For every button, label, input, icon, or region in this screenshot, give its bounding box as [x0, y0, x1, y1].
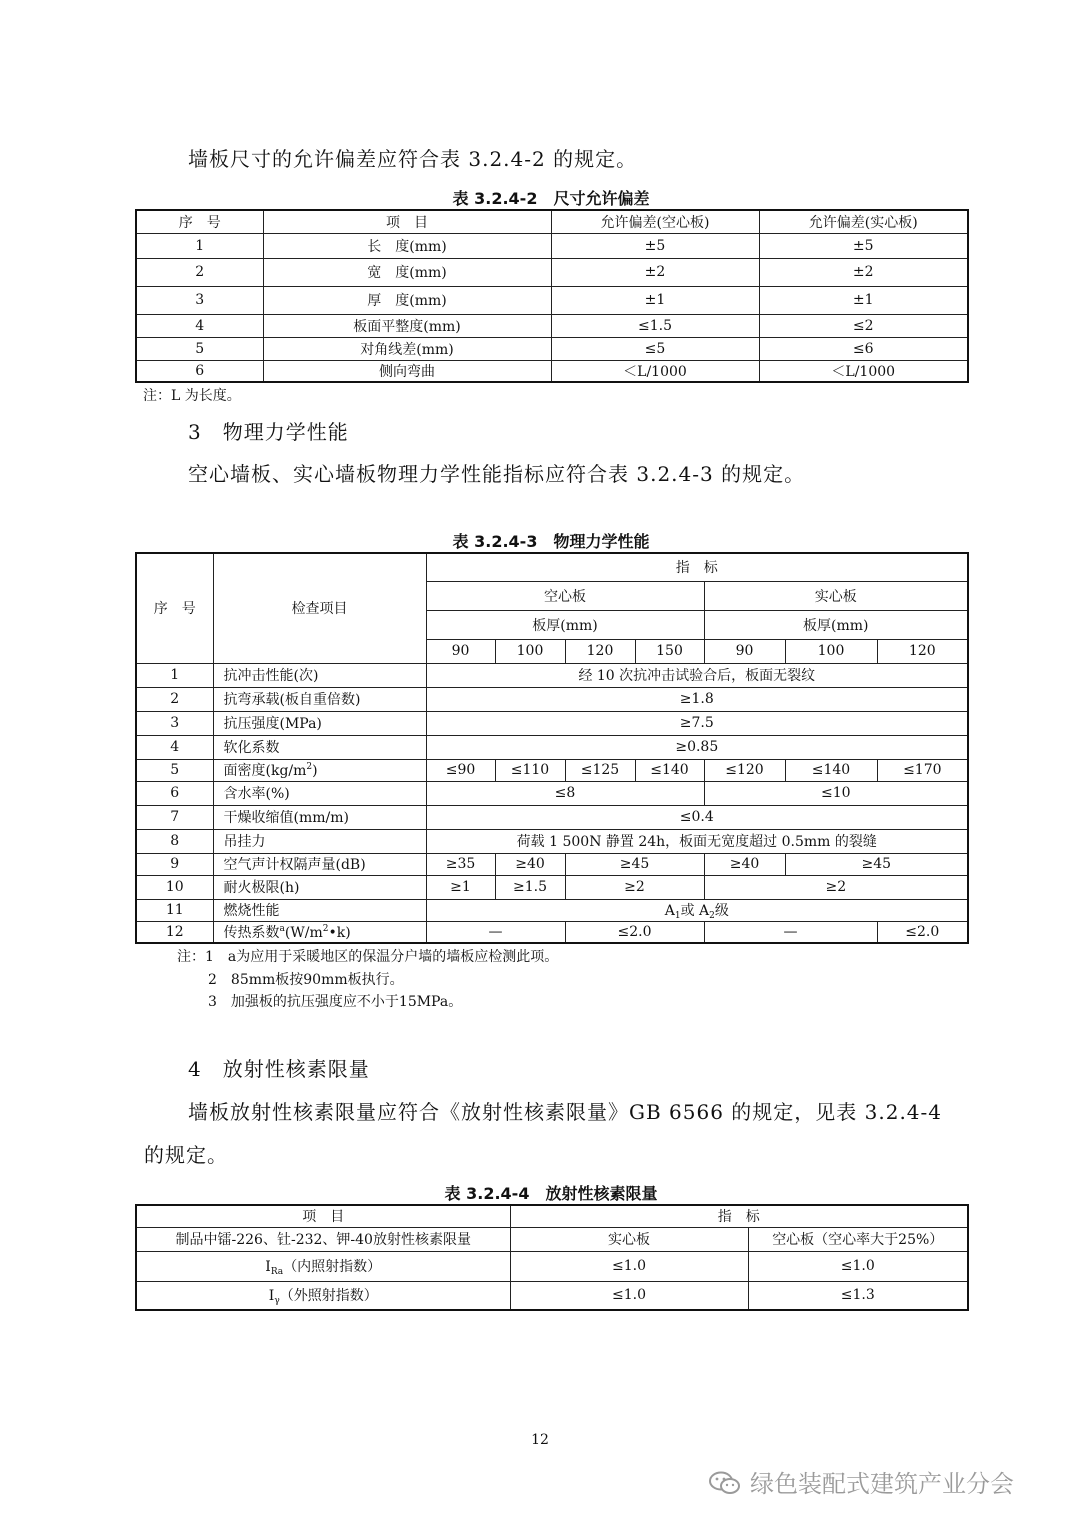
table3-cell-value: ≥2 [565, 875, 704, 899]
table4-cell-item [136, 1281, 510, 1310]
table2-header-solid: 允许偏差(实心板) [759, 210, 968, 233]
table3-item-text: 面密度(kg/m [223, 763, 307, 779]
table3-cell-no: 10 [136, 875, 213, 899]
table2-cell-no: 6 [136, 360, 263, 382]
table-row [136, 829, 968, 853]
table2-cell-solid: ±1 [759, 286, 968, 314]
table3-cell-value: ≥1 [426, 875, 495, 899]
table3-thickness-solid-100: 100 [785, 639, 877, 663]
table3-item-sup: 2 [306, 762, 313, 772]
table3-header-index: 指 标 [426, 553, 968, 581]
table2-cell-hollow: ＜L/1000 [551, 360, 759, 382]
table3-cell-value: ≥0.85 [426, 735, 968, 759]
table3-cell-no: 5 [136, 759, 213, 781]
table2-cell-solid: ±5 [759, 233, 968, 258]
table2-cell-item: 厚 度(mm) [263, 286, 551, 314]
table-row [136, 337, 968, 360]
table-row [136, 921, 968, 943]
table3-cell-item: 干燥收缩值(mm/m) [213, 805, 426, 829]
table3-thickness-solid-90: 90 [704, 639, 785, 663]
watermark-text: 绿色装配式建筑产业分会 [750, 1470, 1014, 1498]
table3-cell-value: ≥1.8 [426, 687, 968, 711]
table3-fire-class-a: A [664, 902, 675, 919]
table4-cell-item [136, 1251, 510, 1281]
table3-thickness-hollow-90: 90 [426, 639, 495, 663]
table3-header-item: 检查项目 [213, 553, 426, 663]
table2-cell-hollow: ±1 [551, 286, 759, 314]
table2-dimension-tolerance [135, 209, 969, 383]
table2-header-no: 序 号 [136, 210, 263, 233]
table4-index-symbol: I [268, 1287, 275, 1304]
table4-subheader-hollow: 空心板（空心率大于25%） [748, 1227, 968, 1251]
table3-cell-value: ≥40 [704, 853, 785, 875]
table-row [136, 286, 968, 314]
table-row [136, 687, 968, 711]
watermark [708, 1464, 1014, 1499]
table3-cell-item [213, 921, 426, 943]
table3-cell-value: ≤110 [495, 759, 565, 781]
table2-note: 注：L 为长度。 [143, 388, 241, 404]
table3-cell-value: ≥45 [565, 853, 704, 875]
page-number: 12 [531, 1432, 549, 1448]
table3-cell-no: 1 [136, 663, 213, 687]
table3-item-end: (W/m [284, 924, 323, 941]
table3-thickness-hollow-120: 120 [565, 639, 635, 663]
table-row [136, 759, 968, 781]
table3-cell-value: ≤0.4 [426, 805, 968, 829]
table2-header-hollow: 允许偏差(空心板) [551, 210, 759, 233]
intro-paragraph: 墙板尺寸的允许偏差应符合表 3.2.4-2 的规定。 [188, 147, 638, 171]
section4-paragraph-line2: 的规定。 [144, 1143, 228, 1167]
table3-cell-value: 经 10 次抗冲击试验合后，板面无裂纹 [426, 663, 968, 687]
table3-cell-value: ≤140 [785, 759, 877, 781]
wechat-icon [708, 1471, 742, 1495]
table3-cell-value: ≤120 [704, 759, 785, 781]
table3-physical-properties [135, 552, 969, 944]
section3-paragraph: 空心墙板、实心墙板物理力学性能指标应符合表 3.2.4-3 的规定。 [188, 462, 806, 486]
table2-cell-solid: ＜L/1000 [759, 360, 968, 382]
table3-cell-no: 2 [136, 687, 213, 711]
table2-cell-item: 对角线差(mm) [263, 337, 551, 360]
table-row [136, 360, 968, 382]
table3-cell-value: — [704, 921, 877, 943]
table4-cell-solid: ≤1.0 [510, 1251, 748, 1281]
table3-header-solid-thickness: 板厚(mm) [704, 610, 968, 639]
table3-cell-value: ≤140 [635, 759, 704, 781]
table4-subheader-item: 制品中镭-226、钍-232、钾-40放射性核素限量 [136, 1227, 510, 1251]
table3-cell-value: ≤90 [426, 759, 495, 781]
table3-cell-value: ≥7.5 [426, 711, 968, 735]
table3-cell-value: ≥35 [426, 853, 495, 875]
table3-cell-item: 含水率(%) [213, 781, 426, 805]
table2-cell-item: 长 度(mm) [263, 233, 551, 258]
table-row [136, 899, 968, 921]
table4-cell-solid: ≤1.0 [510, 1281, 748, 1310]
table3-header-hollow-thickness: 板厚(mm) [426, 610, 704, 639]
table4-subheader-solid: 实心板 [510, 1227, 748, 1251]
table4-index-label: （内照射指数） [283, 1258, 382, 1275]
table4-cell-hollow: ≤1.0 [748, 1251, 968, 1281]
table3-cell-no: 8 [136, 829, 213, 853]
table3-cell-value: ≤2.0 [565, 921, 704, 943]
table3-thickness-hollow-100: 100 [495, 639, 565, 663]
table3-cell-item [213, 759, 426, 781]
table3-cell-value: 荷载 1 500N 静置 24h，板面无宽度超过 0.5mm 的裂缝 [426, 829, 968, 853]
table3-header-solid: 实心板 [704, 581, 968, 610]
table2-cell-hollow: ±2 [551, 258, 759, 286]
table4-index-symbol: I [265, 1258, 271, 1275]
table3-item-sup: a [279, 923, 285, 934]
table2-cell-item: 宽 度(mm) [263, 258, 551, 286]
table3-cell-value: ≥45 [785, 853, 968, 875]
table4-caption: 表 3.2.4-4 放射性核素限量 [444, 1184, 658, 1203]
table3-cell-value: ≤10 [704, 781, 968, 805]
table2-cell-no: 5 [136, 337, 263, 360]
table3-header-no: 序 号 [136, 553, 213, 663]
table3-note-1: 注：1 a为应用于采暖地区的保温分户墙的墙板应检测此项。 [177, 949, 559, 965]
table-row [136, 735, 968, 759]
table4-header-index: 指 标 [510, 1205, 968, 1227]
table3-cell-no: 11 [136, 899, 213, 921]
table3-item-sup2: 2 [322, 923, 329, 934]
table2-caption: 表 3.2.4-2 尺寸允许偏差 [452, 189, 650, 208]
table3-cell-no: 3 [136, 711, 213, 735]
table3-fire-class-sub2: 2 [709, 910, 715, 921]
table3-thickness-hollow-150: 150 [635, 639, 704, 663]
table3-cell-value [426, 899, 968, 921]
table3-cell-value: ≤2.0 [877, 921, 968, 943]
table3-cell-value: ≥40 [495, 853, 565, 875]
section3-heading: 3 物理力学性能 [188, 420, 349, 444]
table3-note-2: 2 85mm板按90mm板执行。 [208, 972, 404, 988]
table3-cell-item: 抗弯承载(板自重倍数) [213, 687, 426, 711]
table-row [136, 1251, 968, 1281]
table3-cell-no: 12 [136, 921, 213, 943]
table4-index-sub: γ [274, 1295, 280, 1306]
table-row [136, 805, 968, 829]
table2-cell-no: 1 [136, 233, 263, 258]
table3-cell-no: 7 [136, 805, 213, 829]
table3-cell-value: ≥1.5 [495, 875, 565, 899]
table3-fire-class-end: 级 [714, 902, 729, 919]
table3-cell-value: ≤125 [565, 759, 635, 781]
table2-header-item: 项 目 [263, 210, 551, 233]
table3-thickness-solid-120: 120 [877, 639, 968, 663]
table3-cell-no: 6 [136, 781, 213, 805]
table3-note-3: 3 加强板的抗压强度应不小于15MPa。 [208, 994, 463, 1010]
table3-item-end: ) [312, 763, 318, 779]
table3-cell-no: 4 [136, 735, 213, 759]
table3-caption: 表 3.2.4-3 物理力学性能 [452, 532, 650, 551]
table3-cell-item: 耐火极限(h) [213, 875, 426, 899]
table3-cell-item: 软化系数 [213, 735, 426, 759]
table-row [136, 711, 968, 735]
table4-index-label: （外照射指数） [279, 1287, 378, 1304]
section4-paragraph-line1: 墙板放射性核素限量应符合《放射性核素限量》GB 6566 的规定，见表 3.2.4-4 [188, 1100, 943, 1124]
table2-cell-no: 3 [136, 286, 263, 314]
table4-header-item: 项 目 [136, 1205, 510, 1227]
table3-cell-value: — [426, 921, 565, 943]
table-row [136, 781, 968, 805]
table3-cell-item: 吊挂力 [213, 829, 426, 853]
table4-radionuclide-limits [135, 1204, 969, 1311]
table2-cell-hollow: ≤1.5 [551, 314, 759, 337]
table3-item-text: 传热系数 [223, 924, 280, 941]
table3-fire-class-sub1: 1 [674, 910, 681, 921]
table2-cell-hollow: ≤5 [551, 337, 759, 360]
table-row [136, 258, 968, 286]
table3-header-hollow: 空心板 [426, 581, 704, 610]
table3-cell-value: ≤170 [877, 759, 968, 781]
table2-cell-solid: ≤6 [759, 337, 968, 360]
table-row [136, 663, 968, 687]
table2-cell-item: 侧向弯曲 [263, 360, 551, 382]
table2-cell-item: 板面平整度(mm) [263, 314, 551, 337]
table2-cell-solid: ±2 [759, 258, 968, 286]
table3-cell-item: 抗压强度(MPa) [213, 711, 426, 735]
table2-cell-no: 4 [136, 314, 263, 337]
table2-cell-hollow: ±5 [551, 233, 759, 258]
table3-cell-item: 抗冲击性能(次) [213, 663, 426, 687]
table3-cell-item: 燃烧性能 [213, 899, 426, 921]
table3-item-end2: •k) [328, 924, 351, 941]
table3-cell-item: 空气声计权隔声量(dB) [213, 853, 426, 875]
table-row [136, 875, 968, 899]
table2-header-row [136, 210, 968, 233]
table-row [136, 314, 968, 337]
table4-index-sub: Ra [270, 1266, 284, 1277]
table-row [136, 1281, 968, 1310]
table4-cell-hollow: ≤1.3 [748, 1281, 968, 1310]
table-row [136, 853, 968, 875]
table2-cell-no: 2 [136, 258, 263, 286]
table3-cell-no: 9 [136, 853, 213, 875]
table3-fire-class-mid: 或 A [680, 902, 710, 919]
table2-cell-solid: ≤2 [759, 314, 968, 337]
table3-cell-value: ≥2 [704, 875, 968, 899]
section4-heading: 4 放射性核素限量 [188, 1057, 370, 1081]
table3-cell-value: ≤8 [426, 781, 704, 805]
table-row [136, 233, 968, 258]
